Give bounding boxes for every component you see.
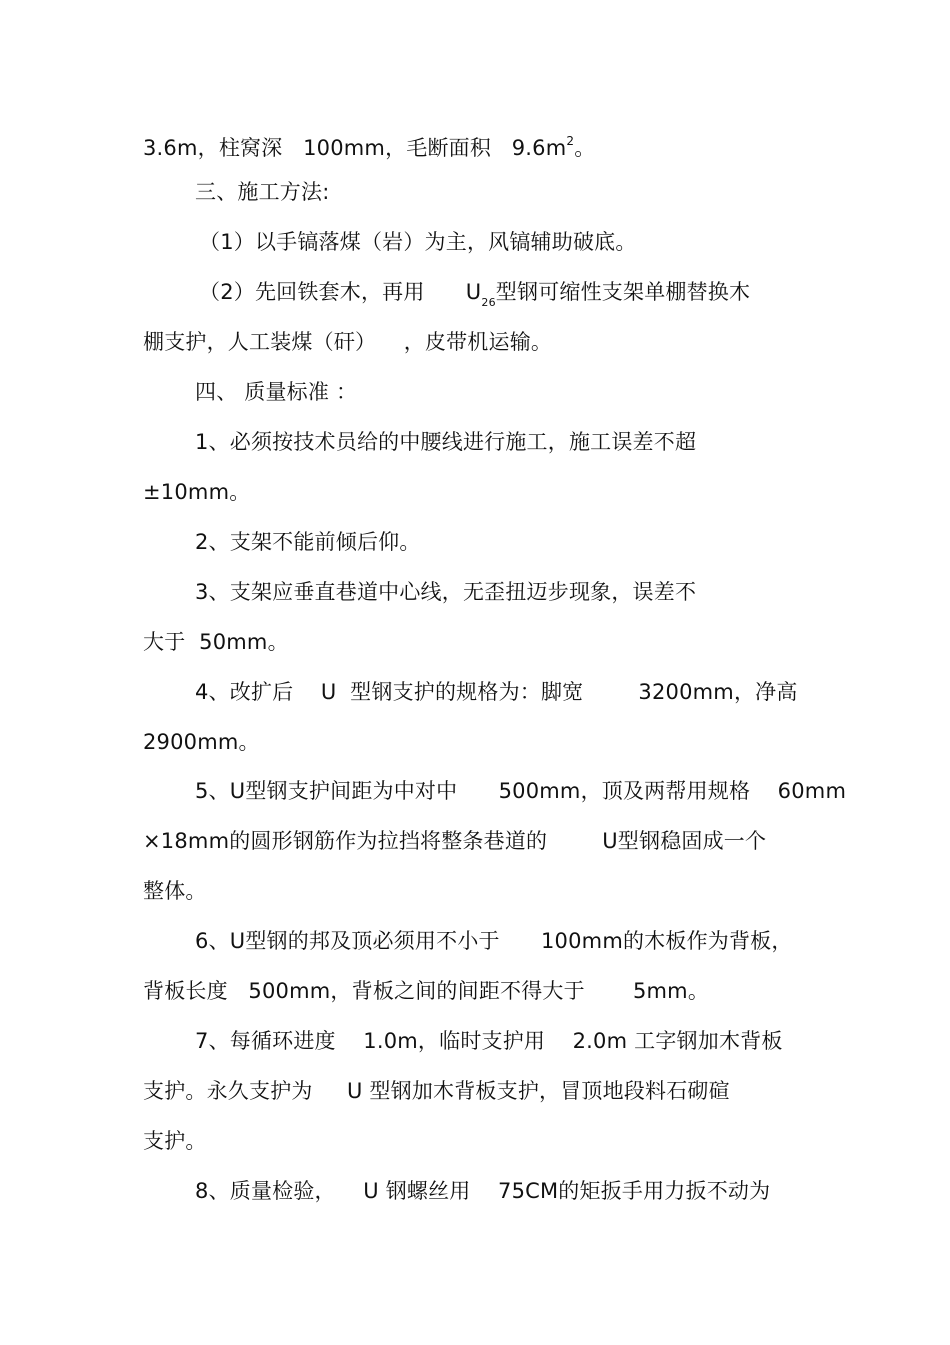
text-line-13: 2900mm。 <box>143 730 260 754</box>
text-line-16: 整体。 <box>143 879 207 903</box>
superscript: 2 <box>566 134 575 148</box>
text-line-22: 8、质量检验， U 钢螺丝用 75CM的矩扳手用力扳不动为 <box>195 1179 771 1203</box>
text-span: 。 <box>574 136 596 160</box>
text-line-1 <box>143 128 595 163</box>
text-line-11: 大于 50mm。 <box>143 630 289 654</box>
text-line-10: 3、支架应垂直巷道中心线，无歪扭迈步现象，误差不 <box>195 580 697 604</box>
text-line-4 <box>199 277 750 316</box>
section-heading-construction-method: 三、施工方法: <box>195 180 330 204</box>
text-line-8: ±10mm。 <box>143 480 251 504</box>
text-line-3: （1）以手镐落煤（岩）为主，风镐辅助破底。 <box>199 230 637 254</box>
text-span: （2）先回铁套木，再用 U <box>199 280 482 304</box>
text-line-18: 背板长度 500mm，背板之间的间距不得大于 5mm。 <box>143 979 710 1003</box>
text-line-12: 4、改扩后 U 型钢支护的规格为：脚宽 3200mm，净高 <box>195 680 798 704</box>
text-line-9: 2、支架不能前倾后仰。 <box>195 530 421 554</box>
section-heading-quality-standard: 四、 质量标准 ： <box>195 380 358 404</box>
text-line-17: 6、U型钢的邦及顶必须用不小于 100mm的木板作为背板， <box>195 929 793 953</box>
text-line-7: 1、必须按技术员给的中腰线进行施工，施工误差不超 <box>195 430 697 454</box>
text-line-15: ×18mm的圆形钢筋作为拉挡将整条巷道的 U型钢稳固成一个 <box>143 829 767 853</box>
text-span: 3.6m，柱窝深 100mm，毛断面积 9.6m <box>143 136 567 160</box>
text-line-14: 5、U型钢支护间距为中对中 500mm，顶及两帮用规格 60mm <box>195 779 847 803</box>
text-line-20: 支护。永久支护为 U 型钢加木背板支护，冒顶地段料石砌碹 <box>143 1079 730 1103</box>
text-line-5: 棚支护，人工装煤（矸） ，皮带机运输。 <box>143 330 553 354</box>
subscript: 26 <box>481 296 496 310</box>
text-line-19: 7、每循环进度 1.0m，临时支护用 2.0m 工字钢加木背板 <box>195 1029 783 1053</box>
text-line-21: 支护。 <box>143 1129 207 1153</box>
text-span: 型钢可缩性支架单棚替换木 <box>495 280 751 304</box>
